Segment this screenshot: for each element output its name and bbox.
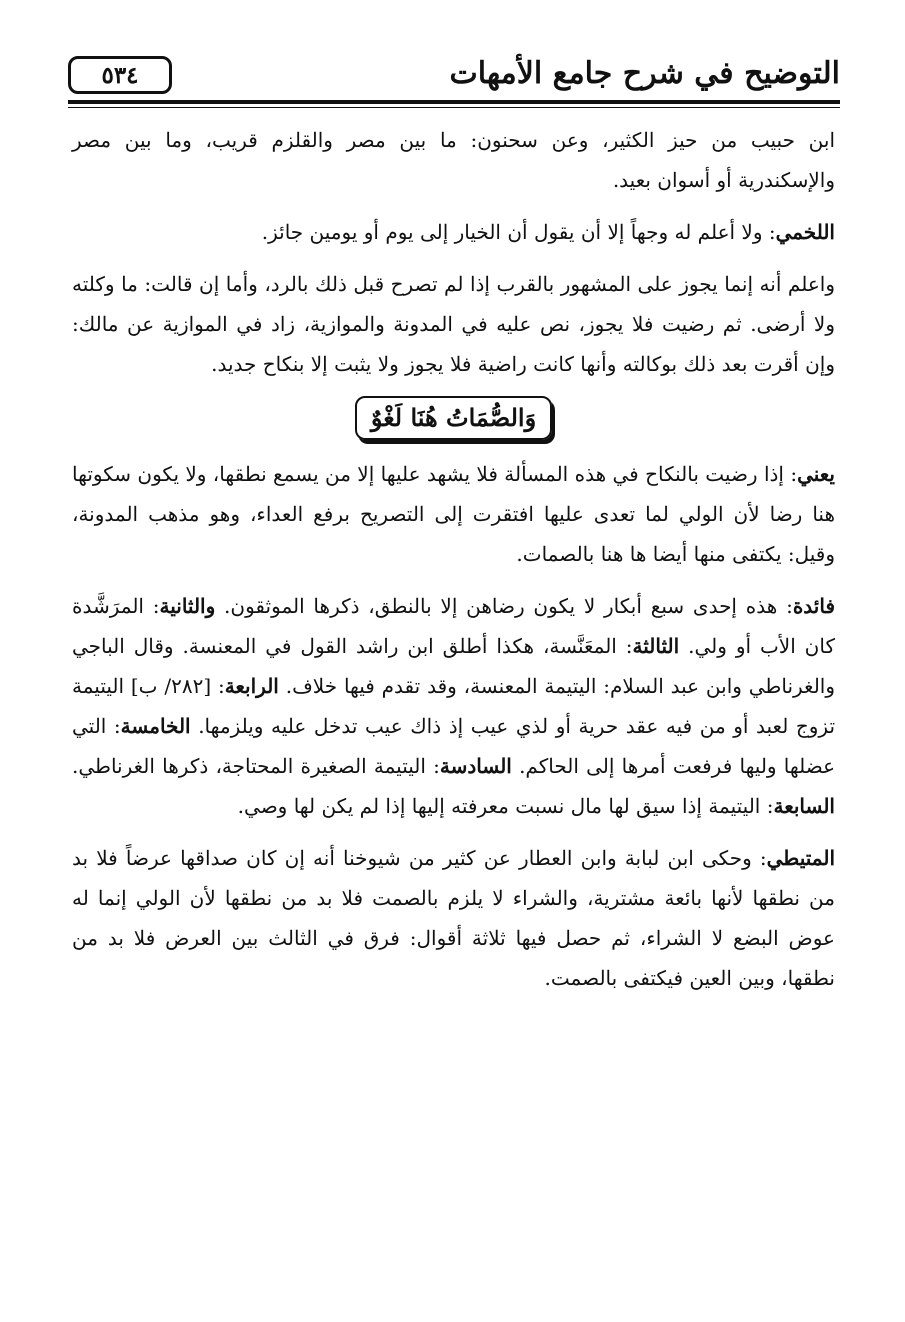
label-yani: يعني: [797, 462, 835, 486]
page-header: [68, 52, 840, 102]
paragraph-1: [72, 112, 835, 200]
second-text: : المرَشَّدة كان الأب أو ولي.: [72, 594, 835, 658]
label-fifth: الخامسة: [120, 714, 191, 738]
scholar-label-lakhmi: اللخمي: [775, 220, 835, 244]
paragraph-2-text: : ولا أعلم له وجهاً إلا أن يقول أن الخيار إلى يوم أو يومين جائز.: [261, 220, 776, 244]
section-heading: [72, 384, 835, 442]
paragraph-4-text: : إذا رضيت بالنكاح في هذه المسألة فلا يشهد عليها إلا من يسمع نطقها، ولا يكون سكوتها هنا رضا لأن الولي لما تعدى عليها افتقرت إلى التصريح برفع العداء، وهو مذهب المدونة، وقيل: يكتفى منها أيضا ها هنا بالصمات.: [72, 462, 835, 566]
fifth-text: : التي عضلها وليها فرفعت أمرها إلى الحاكم.: [72, 714, 836, 778]
fourth-text: : [٢٨٢/ ب] اليتيمة تزوج لعبد أو من فيه عقد حرية أو لذي عيب إذ ذاك عيب تدخل عليه ويلزمها.: [72, 674, 836, 738]
page-number-frame: [68, 56, 172, 94]
scholar-label-mutaiti: المتيطي: [766, 846, 835, 870]
paragraph-4: [72, 442, 835, 574]
label-second: والثانية: [159, 594, 216, 618]
seventh-text: : اليتيمة إذا سيق لها مال نسبت معرفته إليها إذا لم يكن لها وصي.: [237, 794, 774, 818]
page-number: ٥٣٤: [101, 61, 139, 89]
paragraph-1-text: ابن حبيب من حيز الكثير، وعن سحنون: ما بين مصر والقلزم قريب، وما بين مصر والإسكندرية أو أسوان بعيد.: [72, 128, 835, 192]
section-heading-text: وَالصُّمَاتُ هُنَا لَغْوٌ: [355, 396, 552, 440]
paragraph-5: [72, 574, 835, 826]
faida-text: : هذه إحدى سبع أبكار لا يكون رضاهن إلا بالنطق، ذكرها الموثقون.: [224, 594, 793, 618]
book-title: التوضيح في شرح جامع الأمهات: [449, 56, 840, 91]
label-sixth: السادسة: [439, 754, 512, 778]
label-third: الثالثة: [632, 634, 680, 658]
page-body: [72, 112, 835, 998]
label-seventh: السابعة: [773, 794, 835, 818]
sixth-text: : اليتيمة الصغيرة المحتاجة، ذكرها الغرناطي.: [72, 754, 440, 778]
header-rule-thick: [68, 100, 840, 104]
paragraph-3-text: واعلم أنه إنما يجوز على المشهور بالقرب إذا لم تصرح قبل ذلك بالرد، وأما إن قالت: ما وكلته ولا أرضى. ثم رضيت فلا يجوز، نص عليه في المدونة والموازية، زاد في الموازية عن مالك: وإن أقرت بعد ذلك بوكالته وأنها كانت راضية فلا يجوز ولا يثبت إلا بنكاح جديد.: [72, 272, 835, 376]
paragraph-2: [72, 200, 835, 252]
paragraph-3: [72, 252, 835, 384]
paragraph-6-text: : وحكى ابن لبابة وابن العطار عن كثير من شيوخنا أنه إن كان صداقها عرضاً فلا بد من نطقها لأنها بائعة مشترية، والشراء لا يلزم بالصمت فلا بد من نطقها لأن الولي إنما له عوض البضع لا الشراء، ثم حصل فيها ثلاثة أقوال: فرق في الثالث بين العرض فلا بد من نطقها، وبين العين فيكتفى بالصمت.: [72, 846, 835, 990]
label-faida: فائدة: [792, 594, 836, 618]
label-fourth: الرابعة: [224, 674, 279, 698]
header-rule-thin: [68, 107, 840, 108]
paragraph-6: [72, 826, 835, 998]
third-text: : المعَنَّسة، هكذا أطلق ابن راشد القول في المعنسة. وقال الباجي والغرناطي وابن عبد السلام: اليتيمة المعنسة، وقد تقدم فيها خلاف.: [72, 634, 836, 698]
